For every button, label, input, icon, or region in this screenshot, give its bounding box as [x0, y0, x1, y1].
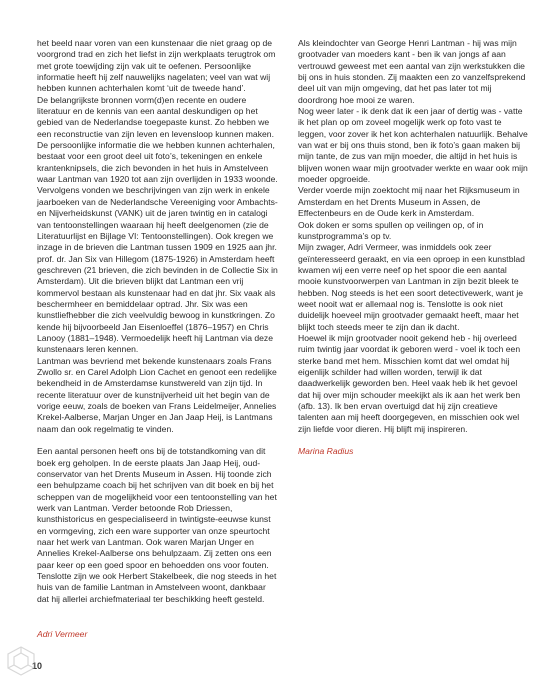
right-column [298, 38, 530, 458]
author-signature-marina: Marina Radius [298, 446, 354, 457]
paragraph-bond: Hoewel ik mijn grootvader nooit gekend heb - hij overleed ruim twintig jaar voordat ik geboren werd - voel ik toch een sterke band met hem. Misschien komt dat wel omdat hij eigenlijk schilder had willen worden, terwijl ik dat daadwerkelijk geworden ben. Heel vaak heb ik het gevoel dat hij over mijn schouder meekijkt als ik aan het werk ben (afb. 13). Ik ben ervan overtuigd dat hij zijn creatieve talenten aan mij heeft doorgegeven, en misschien ook wel zijn liefde voor dieren. Hij blijft mij inspireren. [298, 332, 521, 434]
page-number: 10 [32, 661, 43, 671]
paragraph-gap [37, 435, 280, 446]
paragraph-friends: Lantman was bevriend met bekende kunstenaars zoals Frans Zwollo sr. en Carel Adolph Lion Cachet en genoot een redelijke bekendheid in de Amsterdamse kunstwereld van zijn tijd. In recente literatuur over de kunstnijverheid uit het begin van de vorige eeuw, zoals de boeken van Frans Leidelmeijer, Annelies Krekel-Aalberse, Marjan Unger en Jan Jaap Heij, is Lantmans naam dan ook regelmatig te vinden. [37, 355, 277, 434]
paragraph-granddaughter: Als kleindochter van George Henri Lantman - hij was mijn grootvader van moeders kant - ben ik van jongs af aan vertrouwd geweest met een aantal van zijn werkstukken die bij ons in huis stonden. Zij maakten een zo vanzelfsprekend deel uit van mijn omgeving, dat het pas later tot mij doordrong hoe mooi ze waren. [298, 38, 526, 105]
author-signature-adri: Adri Vermeer [37, 629, 88, 640]
paragraph-personal-info: De persoonlijke informatie die we hebben kunnen achterhalen, bestaat voor een groot deel uit foto’s, tekeningen en enkele krantenknipsels, die zich bevonden in het huis in Amstelveen waar Lantman van 1920 tot aan zijn overlijden in 1933 woonde. Vervolgens vonden we beschrijvingen van zijn werk in enkele jaarboeken van de Nederlandsche Vereeniging voor Ambachts- en Nijverheidskunst (VANK) uit de jaren twintig en in catalogi van tentoonstellingen waaraan hij heeft deelgenomen (zie de Literatuurlijst en Bijlage VI: Tentoonstellingen). Ook kregen we inzage in de brieven die Lantman tussen 1909 en 1925 aan jhr. prof. dr. Jan Six van Hillegom (1875-1926) in Amsterdam heeft geschreven (21 brieven, die zich bevinden in de Collectie Six in Amsterdam). Uit die brieven blijkt dat Lantman een vrij kommervol bestaan als kunstenaar had en dat jhr. Six vaak als beschermheer en bemiddelaar optrad. Jhr. Six was een kunstliefhebber die zich veelvuldig bewoog in kunstkringen. Zo kende hij bijvoorbeeld Jan Eisenloeffel (1876–1957) en Chris Lanooy (1881–1948). Vermoedelijk heeft hij Lantman via deze kunstenaars leren kennen. [37, 140, 278, 355]
paragraph-auctions: Ook doken er soms spullen op veilingen op, of in kunstprogramma’s op tv. [298, 219, 484, 241]
paragraph-detective: Mijn zwager, Adri Vermeer, was inmiddels ook zeer geïnteresseerd geraakt, en via een oproep in een kunstblad kwamen wij een verre neef op het spoor die een aantal mooie kunstvoorwerpen van Lantman in zijn bezit bleek te hebben. Nog steeds is het een soort detectivewerk, want je weet nooit wat er allemaal nog is. Tenslotte is ook niet duidelijk hoeveel mijn grootvader gemaakt heeft, maar het blijkt toch steeds meer te zijn dan ik dacht. [298, 242, 525, 332]
paragraph-sources: De belangrijkste bronnen vorm(d)en recente en oudere literatuur en de kennis van een aantal deskundigen op het gebied van de Nederlandse toegepaste kunst. Zo hebben we een reconstructie van zijn leven en levensloop kunnen maken. [37, 94, 274, 139]
paragraph-intro: het beeld naar voren van een kunstenaar die niet graag op de voorgrond trad en zich het liefst in zijn werkplaats terugtrok om met grote toewijding zijn vak uit te oefenen. Persoonlijke informatie heeft hij zelf nauwelijks nagelaten; veel van wat wij hebben kunnen achterhalen komt ‘uit de tweede hand’. [37, 38, 276, 94]
paragraph-museums: Verder voerde mijn zoektocht mij naar het Rijksmuseum in Amsterdam en het Drents Museum in Assen, de Effectenbeurs en de Oude kerk in Amsterdam. [298, 185, 520, 219]
paragraph-acknowledgements: Een aantal personen heeft ons bij de totstandkoming van dit boek erg geholpen. In de eerste plaats Jan Jaap Heij, oud-conservator van het Drents Museum in Assen. Hij toonde zich een behulpzame coach bij het schrijven van dit boek en bij het scheppen van de mogelijkheid voor een tentoonstelling van het werk van Lantman. Verder betoonde Rob Driessen, kunsthistoricus en gespecialiseerd in twintigste-eeuwse kunst en vormgeving, zich een ware supporter van onze speurtocht naar het werk van Lantman. Ook waren Marjan Unger en Annelies Krekel-Aalberse ons behulpzaam. Zij zetten ons een paar keer op een goed spoor en behoedden ons voor fouten. Tenslotte zijn we ook Herbert Stakelbeek, die nog steeds in het huis van de familie Lantman in Amstelveen woont, dankbaar dat hij allerlei archiefmateriaal ter beschikking heeft gesteld. [37, 446, 277, 604]
left-column [37, 38, 280, 640]
paragraph-photos: Nog weer later - ik denk dat ik een jaar of dertig was - vatte ik het plan op om zoveel mogelijk werk op foto vast te leggen, voor zover ik het kon achterhalen natuurlijk. Behalve van wat er bij ons thuis stond, ben ik foto’s gaan maken bij mijn tante, de zus van mijn moeder, die altijd in het huis is blijven wonen waar mijn grootvader werkte en waar ook mijn moeder opgroeide. [298, 106, 528, 185]
